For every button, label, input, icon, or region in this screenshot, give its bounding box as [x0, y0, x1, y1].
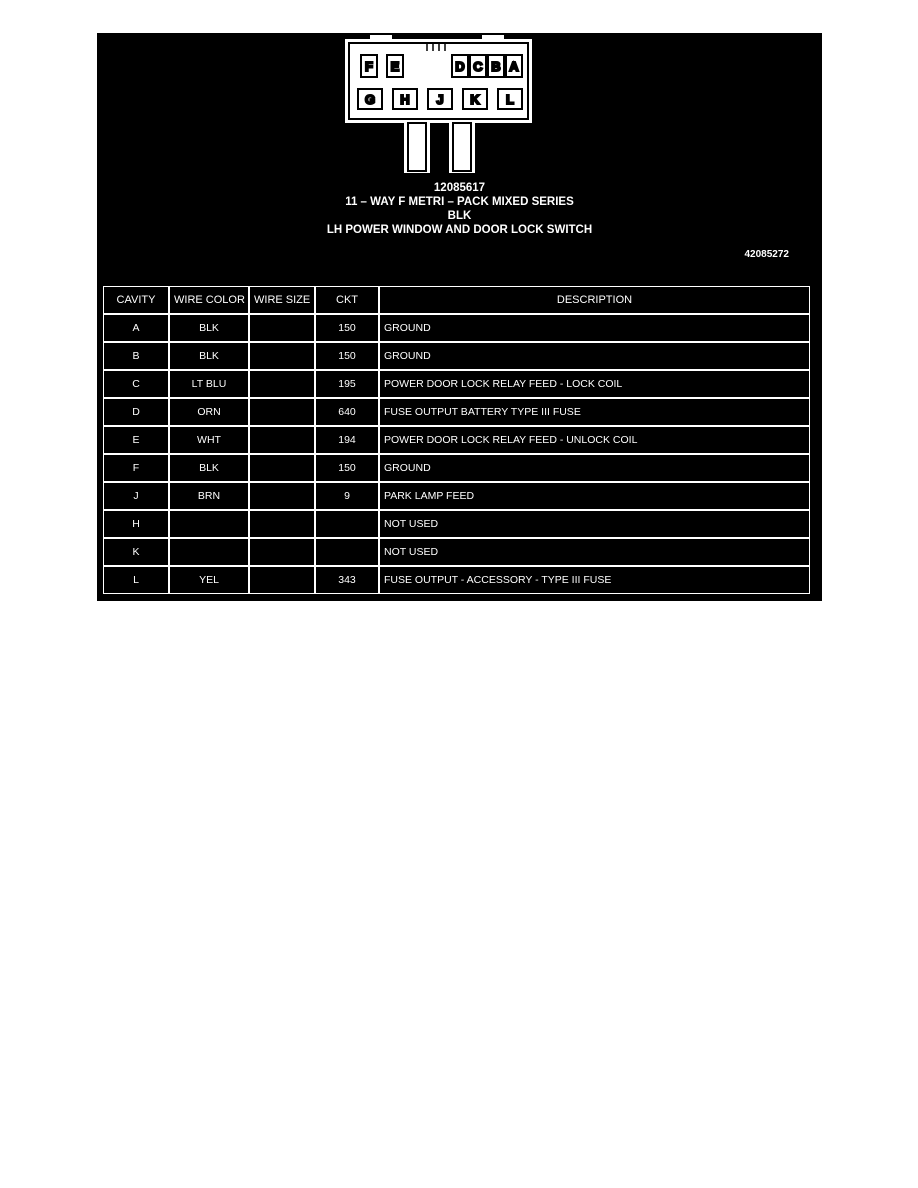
cell-wire-color: BLK [169, 454, 249, 482]
cell-ckt: 150 [315, 342, 379, 370]
cell-cavity: A [103, 314, 169, 342]
cell-wire-size [249, 482, 315, 510]
cell-ckt: 195 [315, 370, 379, 398]
cell-wire-size [249, 510, 315, 538]
cavity-table [103, 286, 810, 594]
pin-label-e: E [390, 59, 400, 74]
cell-wire-size [249, 426, 315, 454]
pin-label-f: F [365, 59, 373, 74]
table-row [103, 314, 810, 342]
connector-color: BLK [447, 210, 472, 222]
cell-wire-color: BLK [169, 342, 249, 370]
cell-wire-size [249, 566, 315, 594]
cell-cavity: L [103, 566, 169, 594]
cell-wire-color: ORN [169, 398, 249, 426]
pin-label-d: D [455, 59, 465, 74]
cell-wire-size [249, 314, 315, 342]
cell-wire-color [169, 510, 249, 538]
header-description: DESCRIPTION [379, 286, 810, 314]
cell-ckt: 150 [315, 454, 379, 482]
cell-cavity: K [103, 538, 169, 566]
pin-label-a: A [509, 59, 519, 74]
connector-diagram-panel [97, 33, 822, 601]
cell-wire-color: YEL [169, 566, 249, 594]
table-row [103, 398, 810, 426]
cell-wire-color: WHT [169, 426, 249, 454]
cell-wire-color: LT BLU [169, 370, 249, 398]
table-row [103, 426, 810, 454]
cell-description: GROUND [379, 314, 810, 342]
table-row [103, 566, 810, 594]
connector-name: LH POWER WINDOW AND DOOR LOCK SWITCH [326, 224, 593, 236]
cell-ckt: 9 [315, 482, 379, 510]
table-row [103, 482, 810, 510]
cell-wire-size [249, 342, 315, 370]
table-row [103, 370, 810, 398]
cell-description: PARK LAMP FEED [379, 482, 810, 510]
cell-cavity: C [103, 370, 169, 398]
cell-cavity: E [103, 426, 169, 454]
connector-drawing [97, 33, 822, 283]
cell-wire-color: BRN [169, 482, 249, 510]
cell-cavity: D [103, 398, 169, 426]
header-wire-size: WIRE SIZE [249, 286, 315, 314]
cell-description: NOT USED [379, 510, 810, 538]
cell-cavity: J [103, 482, 169, 510]
cell-ckt: 150 [315, 314, 379, 342]
table-row [103, 510, 810, 538]
cell-ckt [315, 538, 379, 566]
cell-cavity: B [103, 342, 169, 370]
cell-description: GROUND [379, 342, 810, 370]
cell-wire-size [249, 454, 315, 482]
header-cavity: CAVITY [103, 286, 169, 314]
cell-ckt: 343 [315, 566, 379, 594]
cell-wire-color [169, 538, 249, 566]
header-ckt: CKT [315, 286, 379, 314]
connector-type: 11 – WAY F METRI – PACK MIXED SERIES [345, 196, 574, 208]
pin-label-g: G [364, 92, 376, 107]
reference-code: 42085272 [744, 249, 789, 260]
pin-label-l: L [506, 92, 514, 107]
cell-description: NOT USED [379, 538, 810, 566]
cell-wire-size [249, 538, 315, 566]
cell-ckt: 194 [315, 426, 379, 454]
pin-label-j: J [436, 92, 444, 107]
cell-wire-color: BLK [169, 314, 249, 342]
cell-description: POWER DOOR LOCK RELAY FEED - UNLOCK COIL [379, 426, 810, 454]
cell-description: FUSE OUTPUT - ACCESSORY - TYPE III FUSE [379, 566, 810, 594]
pin-label-b: B [491, 59, 501, 74]
cell-cavity: F [103, 454, 169, 482]
cell-wire-size [249, 398, 315, 426]
cell-description: POWER DOOR LOCK RELAY FEED - LOCK COIL [379, 370, 810, 398]
table-row [103, 454, 810, 482]
cell-cavity: H [103, 510, 169, 538]
cell-ckt: 640 [315, 398, 379, 426]
part-number: 12085617 [433, 182, 486, 194]
cell-description: FUSE OUTPUT BATTERY TYPE III FUSE [379, 398, 810, 426]
table-row [103, 538, 810, 566]
cell-ckt [315, 510, 379, 538]
pin-label-h: H [400, 92, 410, 107]
pin-label-c: C [473, 59, 483, 74]
table-row [103, 342, 810, 370]
cell-wire-size [249, 370, 315, 398]
cell-description: GROUND [379, 454, 810, 482]
table-header-row [103, 286, 810, 314]
pin-label-k: K [470, 92, 480, 107]
header-wire-color: WIRE COLOR [169, 286, 249, 314]
